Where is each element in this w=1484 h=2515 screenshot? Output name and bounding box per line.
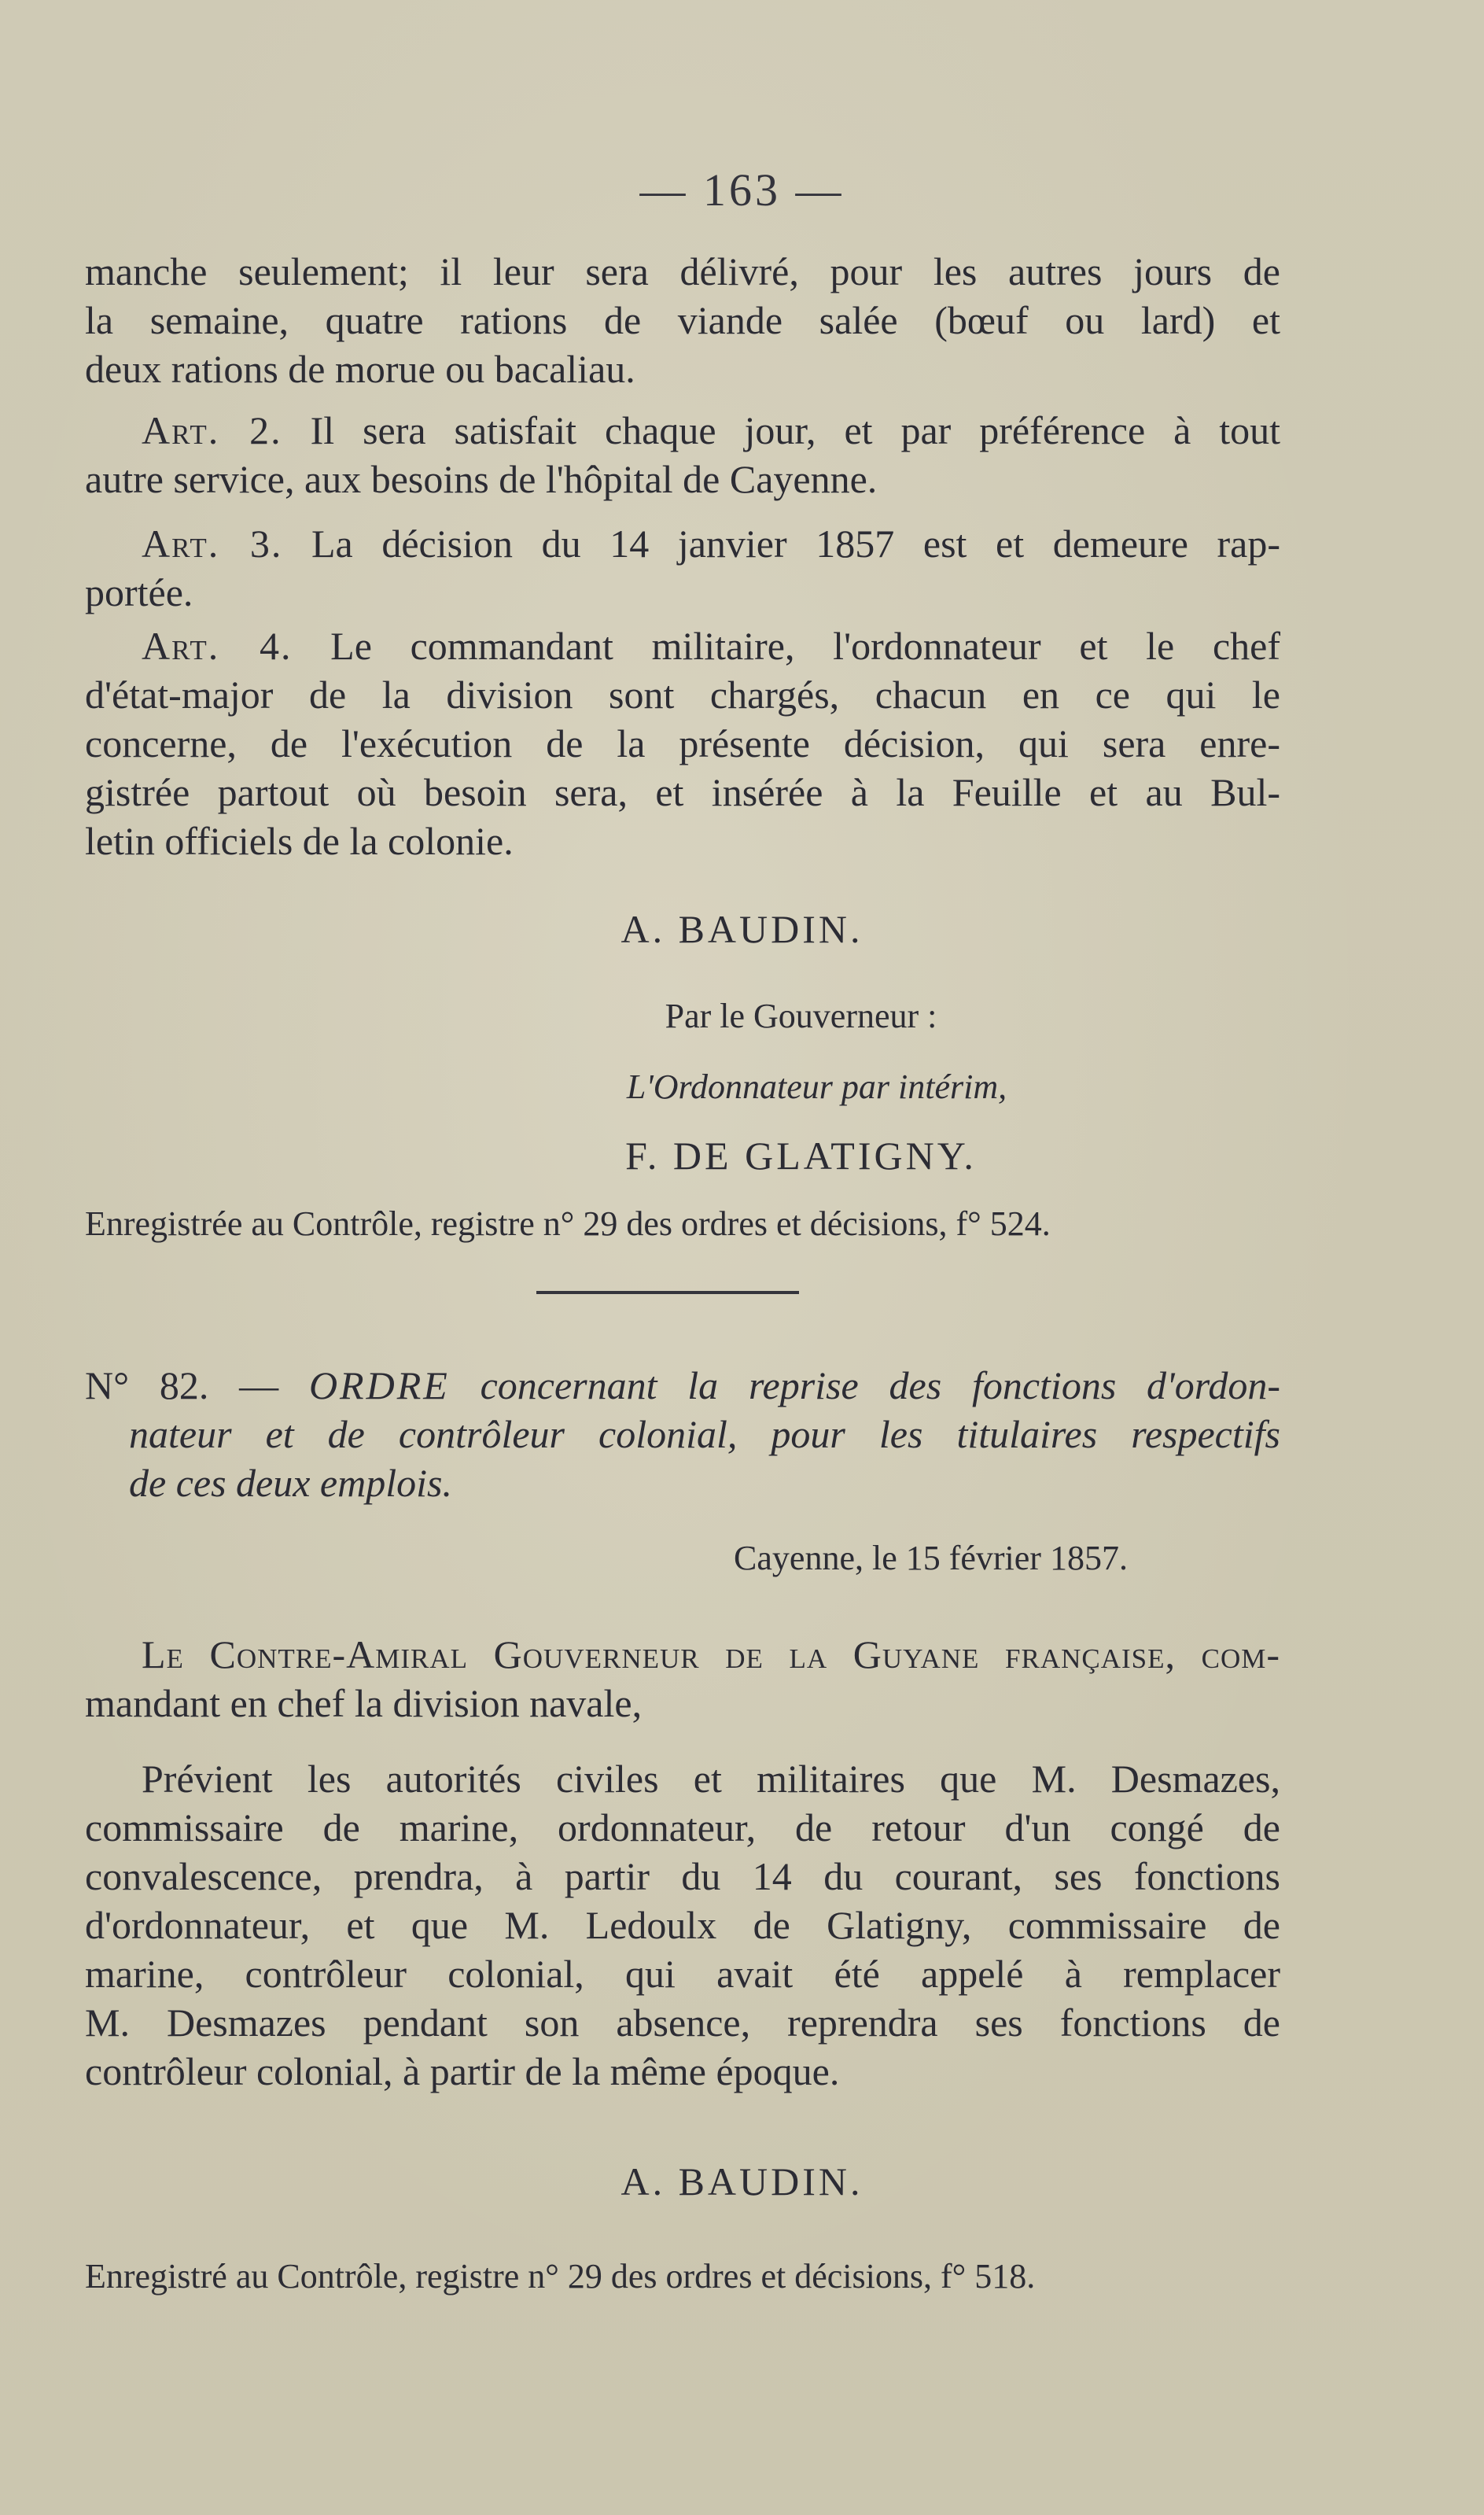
registration-note-1: Enregistrée au Contrôle, registre n° 29 des ordres et décisions, f° 524. <box>85 1204 1051 1243</box>
signature-baudin: A. BAUDIN. <box>620 907 864 951</box>
article-3 <box>85 519 1280 617</box>
signature-baudin-2: A. BAUDIN. <box>620 2159 864 2203</box>
place-date: Cayenne, le 15 février 1857. <box>734 1539 1128 1577</box>
article-label: Art. 4. <box>142 624 293 668</box>
text-line: commissaire de marine, ordonnateur, de retour d'un congé de <box>85 1805 1280 1849</box>
text-line: portée. <box>85 570 193 614</box>
paragraph-continuation <box>85 247 1280 393</box>
order-title-word: ORDRE <box>308 1363 450 1407</box>
text-line: d'ordonnateur, et que M. Ledoulx de Glatigny, commissaire de <box>85 1903 1280 1947</box>
text-line: manche seulement; il leur sera délivré, pour les autres jours de <box>85 249 1280 293</box>
order-82-heading <box>85 1361 1280 1507</box>
article-text: Le commandant militaire, l'ordonnateur et le chef <box>330 624 1281 668</box>
order-number: N° 82. — <box>85 1363 279 1407</box>
text-line: letin officiels de la colonie. <box>85 819 514 863</box>
text-line: gistrée partout où besoin sera, et insérée à la Feuille et au Bul- <box>85 770 1280 814</box>
signature-glatigny: F. DE GLATIGNY. <box>625 1134 977 1178</box>
paragraph-le-contre-amiral <box>85 1630 1280 1728</box>
text-line: Prévient les autorités civiles et militaires que M. Desmazes, <box>142 1757 1280 1801</box>
text-line: deux rations de morue ou bacaliau. <box>85 347 635 391</box>
text-line <box>85 621 1280 670</box>
section-divider <box>536 1291 799 1294</box>
text-line: la semaine, quatre rations de viande salée (bœuf ou lard) et <box>85 298 1280 342</box>
text-line <box>85 406 1280 455</box>
text-line: Le Contre-Amiral Gouverneur de la Guyane française, com- <box>142 1632 1280 1676</box>
text-line: concerne, de l'exécution de la présente décision, qui sera enre- <box>85 721 1280 765</box>
text-line: contrôleur colonial, à partir de la même époque. <box>85 2049 840 2093</box>
text-line <box>85 1361 1280 1410</box>
text-line: de ces deux emplois. <box>129 1461 452 1505</box>
paragraph-previent <box>85 1754 1280 2096</box>
article-label: Art. 3. <box>142 522 283 566</box>
article-2 <box>85 406 1280 503</box>
article-text: La décision du 14 janvier 1857 est et demeure rap- <box>311 522 1281 566</box>
text-line: autre service, aux besoins de l'hôpital de Cayenne. <box>85 457 878 501</box>
text-line: M. Desmazes pendant son absence, reprendra ses fonctions de <box>85 2001 1280 2045</box>
par-le-gouverneur: Par le Gouverneur : <box>665 997 937 1035</box>
ordonnateur-line: L'Ordonnateur par intérim, <box>626 1068 1007 1106</box>
text-line <box>85 519 1280 568</box>
article-4 <box>85 621 1280 865</box>
text-line: mandant en chef la division navale, <box>85 1681 643 1725</box>
text-line: marine, contrôleur colonial, qui avait été appelé à remplacer <box>85 1952 1280 1996</box>
order-title-text: concernant la reprise des fonctions d'ordon- <box>480 1363 1281 1407</box>
text-line: nateur et de contrôleur colonial, pour les titulaires respectifs <box>129 1412 1280 1456</box>
article-label: Art. 2. <box>142 408 282 452</box>
registration-note-2: Enregistré au Contrôle, registre n° 29 des ordres et décisions, f° 518. <box>85 2257 1036 2296</box>
page-number: — 163 — <box>639 164 845 216</box>
article-text: Il sera satisfait chaque jour, et par préférence à tout <box>310 408 1280 452</box>
text-line: convalescence, prendra, à partir du 14 du courant, ses fonctions <box>85 1854 1280 1898</box>
text-line: d'état-major de la division sont chargés, chacun en ce qui le <box>85 673 1280 717</box>
